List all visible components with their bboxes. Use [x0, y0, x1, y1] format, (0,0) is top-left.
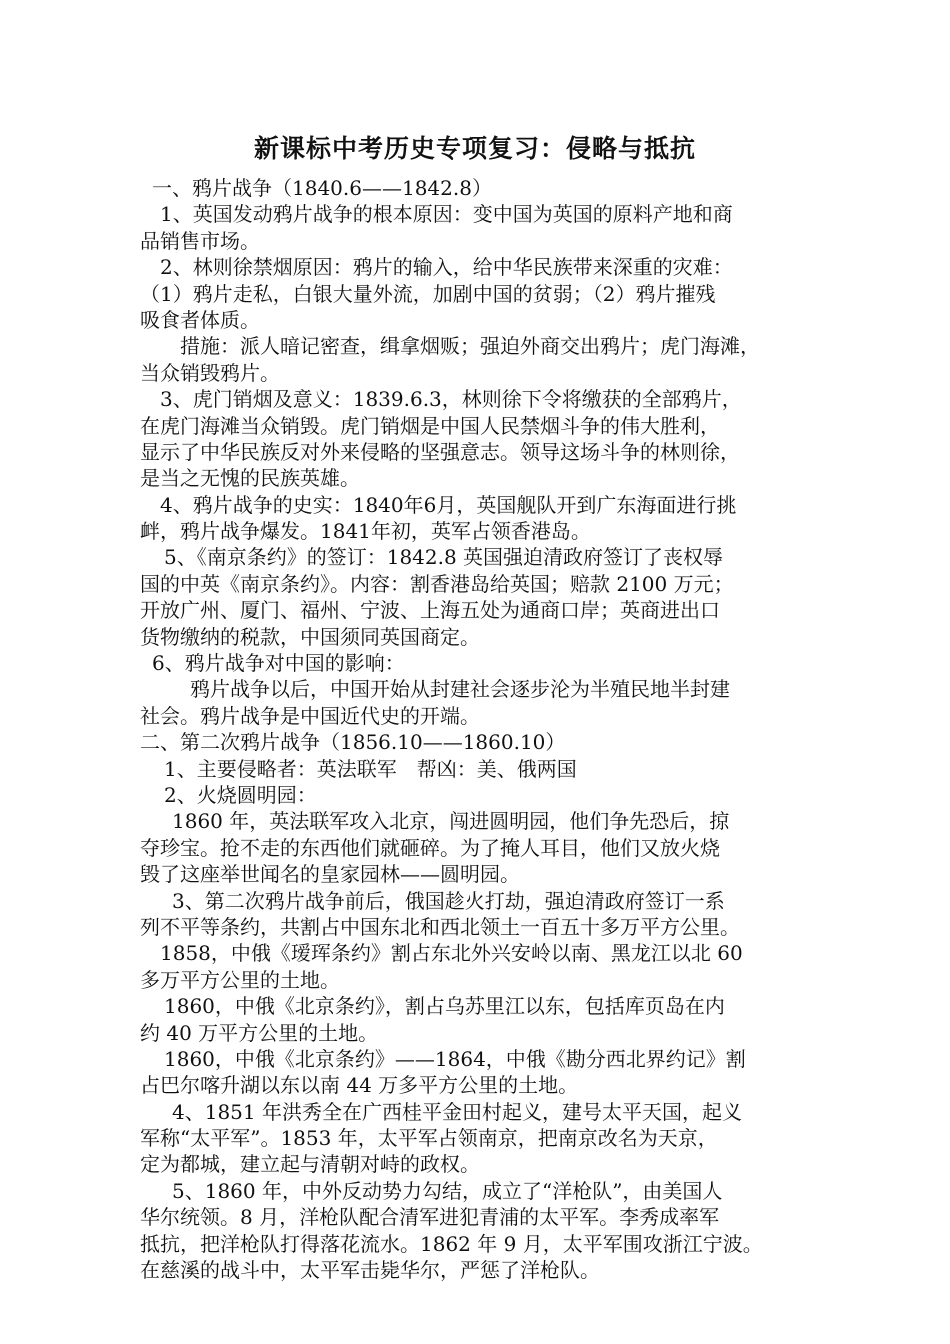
text-line: （1）鸦片走私，白银大量外流，加剧中国的贫弱；（2）鸦片摧残 [140, 281, 716, 306]
text-line: 毁了这座举世闻名的皇家园林——圆明园。 [140, 862, 520, 887]
text-line: 吸食者体质。 [140, 307, 260, 332]
text-line: 华尔统领。8 月，洋枪队配合清军进犯青浦的太平军。李秀成率军 [140, 1205, 720, 1230]
text-line: 3、第二次鸦片战争前后，俄国趁火打劫，强迫清政府签订一系 [172, 888, 725, 913]
text-line: 1860，中俄《北京条约》——1864，中俄《勘分西北界约记》割 [164, 1046, 746, 1071]
text-line: 3、虎门销烟及意义：1839.6.3，林则徐下令将缴获的全部鸦片， [160, 387, 742, 412]
text-line: 4、鸦片战争的史实：1840年6月，英国舰队开到广东海面进行挑 [160, 492, 737, 517]
text-line: 货物缴纳的税款，中国须同英国商定。 [140, 624, 480, 649]
text-line: 在慈溪的战斗中，太平军击毙华尔，严惩了洋枪队。 [140, 1258, 600, 1283]
text-line: 1、英国发动鸦片战争的根本原因：变中国为英国的原料产地和商 [160, 202, 733, 227]
text-line: 占巴尔喀升湖以东以南 44 万多平方公里的土地。 [140, 1073, 579, 1098]
text-line: 当众销毁鸦片。 [140, 360, 280, 385]
text-line: 品销售市场。 [140, 228, 260, 253]
text-line: 开放广州、厦门、福州、宁波、上海五处为通商口岸；英商进出口 [140, 598, 720, 623]
text-line: 1860 年，英法联军攻入北京，闯进圆明园，他们争先恐后，掠 [172, 809, 730, 834]
text-line: 1860，中俄《北京条约》，割占乌苏里江以东，包括库页岛在内 [164, 994, 725, 1019]
text-line: 1、主要侵略者：英法联军 帮凶：美、俄两国 [164, 756, 577, 781]
text-line: 2、火烧圆明园： [164, 782, 317, 807]
text-line: 5、1860 年，中外反动势力勾结，成立了“洋枪队”，由美国人 [172, 1178, 723, 1203]
text-line: 一、鸦片战争（1840.6——1842.8） [152, 176, 492, 200]
text-line: 夺珍宝。抢不走的东西他们就砸碎。为了掩人耳目，他们又放火烧 [140, 835, 720, 860]
text-line: 约 40 万平方公里的土地。 [140, 1020, 379, 1045]
text-line: 社会。鸦片战争是中国近代史的开端。 [140, 703, 480, 728]
text-line: 列不平等条约，共割占中国东北和西北领土一百五十多万平方公里。 [140, 914, 740, 939]
text-line: 多万平方公里的土地。 [140, 967, 340, 992]
text-line: 是当之无愧的民族英雄。 [140, 466, 360, 491]
text-line: 国的中英《南京条约》。内容：割香港岛给英国；赔款 2100 万元； [140, 571, 734, 596]
text-line: 6、鸦片战争对中国的影响： [152, 651, 405, 676]
text-line: 定为都城，建立起与清朝对峙的政权。 [140, 1152, 480, 1177]
text-line: 军称“太平军”。1853 年，太平军占领南京，把南京改名为天京， [140, 1126, 718, 1151]
document-body [140, 175, 808, 1283]
text-line: 鸦片战争以后，中国开始从封建社会逐步沦为半殖民地半封建 [190, 677, 730, 702]
text-line: 2、林则徐禁烟原因：鸦片的输入，给中华民族带来深重的灾难： [160, 255, 733, 280]
text-line: 5、《南京条约》的签订：1842.8 英国强迫清政府签订了丧权辱 [164, 545, 724, 570]
text-line: 1858，中俄《瑷珲条约》割占东北外兴安岭以南、黑龙江以北 60 [160, 941, 743, 966]
text-line: 措施：派人暗记密查，缉拿烟贩；强迫外商交出鸦片；虎门海滩， [180, 334, 760, 359]
text-line: 衅，鸦片战争爆发。1841年初，英军占领香港岛。 [140, 519, 591, 544]
text-line: 4、1851 年洪秀全在广西桂平金田村起义，建号太平天国，起义 [172, 1099, 742, 1124]
text-line: 显示了中华民族反对外来侵略的坚强意志。领导这场斗争的林则徐， [140, 439, 740, 464]
document-title: 新课标中考历史专项复习：侵略与抵抗 [253, 134, 696, 163]
text-line: 抵抗，把洋枪队打得落花流水。1862 年 9 月，太平军围攻浙江宁波。 [140, 1231, 763, 1256]
text-line: 在虎门海滩当众销毁。虎门销烟是中国人民禁烟斗争的伟大胜利， [140, 413, 720, 438]
text-line: 二、第二次鸦片战争（1856.10——1860.10） [140, 730, 566, 755]
